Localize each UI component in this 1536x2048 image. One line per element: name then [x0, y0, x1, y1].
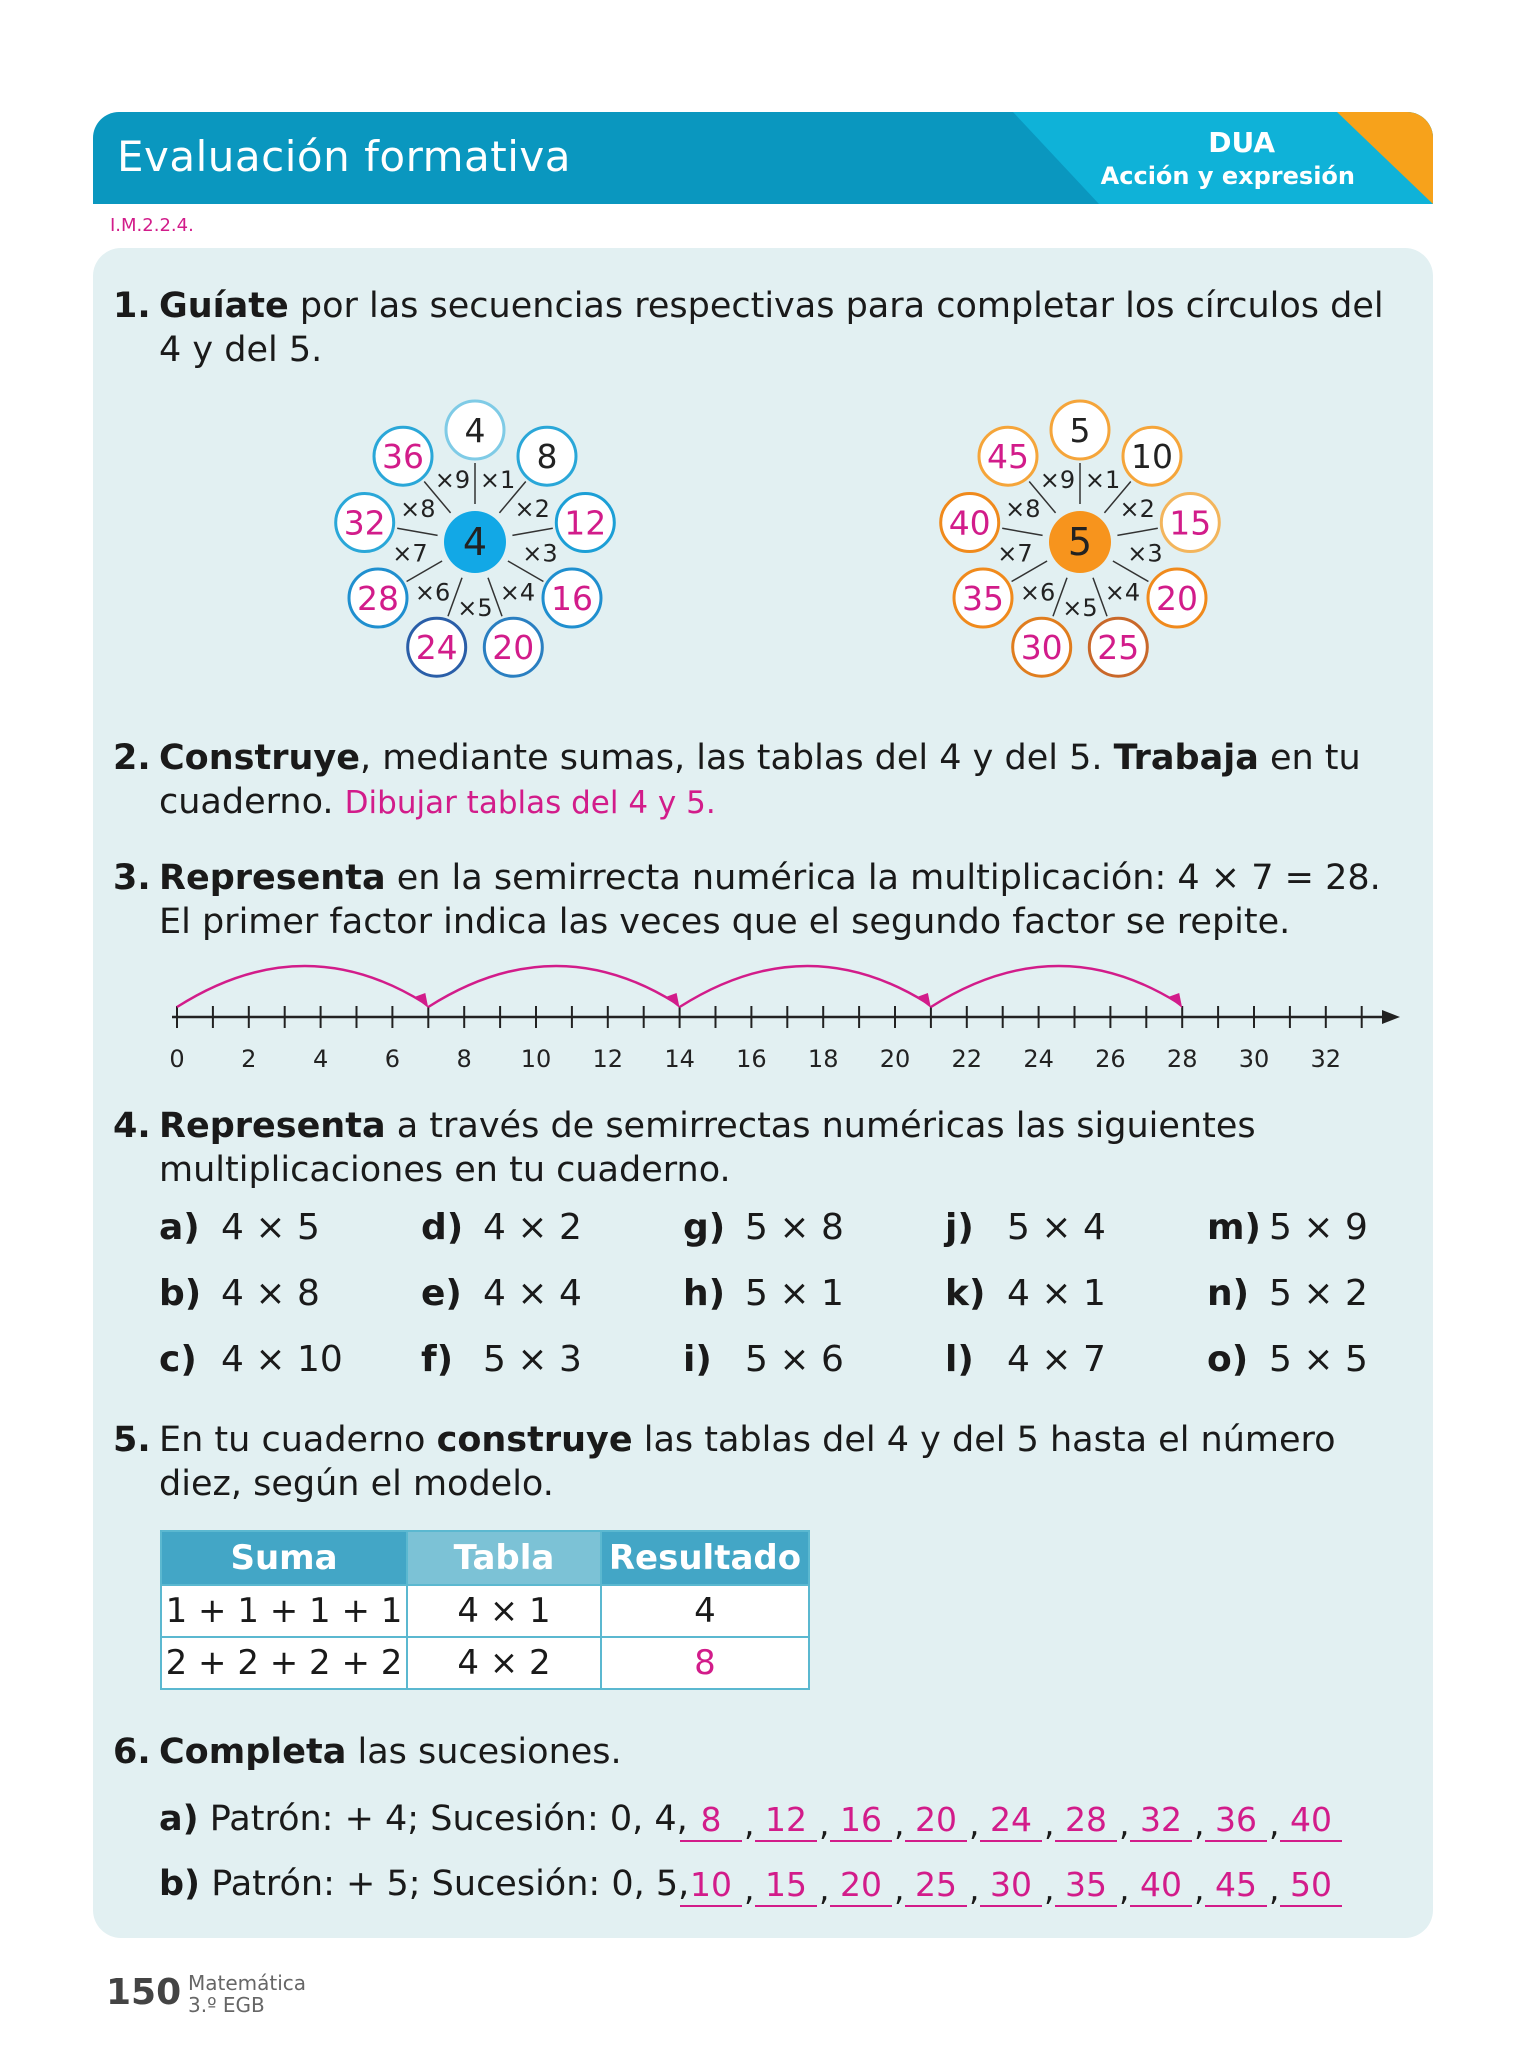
jump-arc [680, 966, 927, 1007]
sequence-comma: , [744, 1804, 755, 1843]
tick-label: 4 [312, 1045, 329, 1073]
flower4-petal-value: 28 [357, 579, 400, 618]
flower5-operator: ×4 [1104, 578, 1141, 607]
flower4-spoke [512, 528, 552, 535]
item-expression: 4 × 8 [221, 1273, 320, 1314]
sequence-comma: , [1269, 1869, 1280, 1908]
table-cell: 1 + 1 + 1 + 1 [161, 1585, 407, 1637]
flower4-operator: ×1 [479, 465, 516, 494]
item-expression: 4 × 4 [483, 1273, 582, 1314]
header-bar [93, 112, 1433, 204]
item-letter: d) [421, 1207, 464, 1248]
sequence-comma: , [1044, 1804, 1055, 1843]
sequence-comma: , [1044, 1869, 1055, 1908]
item-expression: 4 × 10 [221, 1339, 343, 1380]
sequence-comma: , [1194, 1869, 1205, 1908]
table-header-suma: Suma [161, 1531, 407, 1585]
sequence-blank: 36 [1205, 1800, 1267, 1842]
indicator-code: I.M.2.2.4. [110, 215, 194, 236]
q4-number: 4. [113, 1106, 151, 1146]
multiplication-item [945, 1206, 1106, 1250]
flower4-petal-value: 32 [343, 503, 386, 543]
sequence-blank: 10 [680, 1865, 742, 1907]
flower4-petal-value: 8 [536, 437, 558, 477]
multiplication-item [1207, 1272, 1368, 1316]
tick-label: 6 [384, 1045, 401, 1073]
q2-answer: Dibujar tablas del 4 y 5. [344, 785, 716, 821]
sequence-blank: 16 [830, 1800, 892, 1842]
flower5-spoke [1002, 528, 1042, 535]
item-letter: m) [1207, 1207, 1261, 1248]
jump-arrowhead [666, 993, 680, 1008]
table-cell: 2 + 2 + 2 + 2 [161, 1637, 407, 1689]
tick-label: 16 [736, 1045, 767, 1073]
item-expression: 4 × 1 [1007, 1273, 1106, 1314]
item-expression: 4 × 7 [1007, 1339, 1106, 1380]
number-line [150, 950, 1410, 1080]
table-header-resultado: Resultado [601, 1531, 809, 1585]
q2-line1: Construye, mediante sumas, las tablas del 4 y del 5. Trabaja en tu [159, 738, 1361, 778]
sequence-blank: 20 [905, 1800, 967, 1842]
item-expression: 4 × 5 [221, 1207, 320, 1248]
sequence-comma: , [744, 1869, 755, 1908]
jump-arc [931, 966, 1178, 1007]
table-cell-answer: 8 [601, 1637, 809, 1689]
footer-subject: Matemática 3.º EGB [188, 1971, 307, 2017]
sequence-comma: , [969, 1869, 980, 1908]
multiplication-item [421, 1338, 582, 1382]
table-cell: 4 [601, 1585, 809, 1637]
item-letter: i) [683, 1339, 712, 1380]
flower5-petal-value: 25 [1097, 628, 1140, 668]
multiplication-item [683, 1272, 844, 1316]
multiplication-item [945, 1272, 1106, 1316]
q3-line1: Representa en la semirrecta numérica la multiplicación: 4 × 7 = 28. [159, 858, 1381, 898]
tick-label: 12 [592, 1045, 624, 1073]
item-expression: 5 × 6 [745, 1339, 844, 1380]
flower5-petal-value: 20 [1155, 579, 1198, 618]
tick-label: 28 [1166, 1045, 1198, 1073]
item-letter: n) [1207, 1273, 1250, 1314]
q3-line2: El primer factor indica las veces que el segundo factor se repite. [159, 902, 1291, 942]
item-letter: e) [421, 1273, 462, 1314]
flower4-petal-value: 36 [382, 437, 425, 477]
tick-label: 20 [879, 1045, 911, 1073]
sequence-blank: 40 [1130, 1865, 1192, 1907]
q4-line1: Representa a través de semirrectas numéricas las siguientes [159, 1106, 1256, 1146]
table-cell: 4 × 1 [407, 1585, 601, 1637]
sequence-blank: 25 [905, 1865, 967, 1907]
sequence-blank: 35 [1055, 1865, 1117, 1907]
flower4-operator: ×6 [414, 578, 451, 607]
sequence-blank: 32 [1130, 1800, 1192, 1842]
flower5-operator: ×3 [1127, 539, 1163, 568]
tick-label: 26 [1095, 1045, 1126, 1073]
table-row [161, 1637, 809, 1689]
q3-number: 3. [113, 858, 151, 898]
flower5-center-value: 5 [1067, 520, 1093, 564]
item-letter: f) [421, 1339, 454, 1380]
flower5-petal-value: 5 [1069, 411, 1091, 450]
q2-line2: cuaderno. Dibujar tablas del 4 y 5. [159, 782, 716, 822]
q6-number: 6. [113, 1732, 151, 1772]
tick-label: 10 [520, 1045, 552, 1073]
q6-line1: Completa las sucesiones. [159, 1732, 622, 1772]
sequence-blank: 30 [980, 1865, 1042, 1907]
q1-number: 1. [113, 286, 151, 326]
flower5-operator: ×7 [997, 539, 1033, 568]
sequence-blank: 28 [1055, 1800, 1117, 1842]
flower5-operator: ×1 [1084, 465, 1121, 494]
flower4-operator: ×5 [457, 594, 493, 622]
item-letter: j) [945, 1207, 974, 1248]
sequence-blank: 8 [680, 1800, 742, 1842]
item-letter: h) [683, 1273, 726, 1314]
flower5-petal-value: 40 [948, 503, 991, 543]
page-number: 150 [106, 1972, 182, 2013]
item-letter: o) [1207, 1339, 1249, 1380]
item-expression: 5 × 2 [1269, 1273, 1368, 1314]
flower5-petal-value: 15 [1169, 503, 1212, 543]
tick-label: 32 [1310, 1045, 1342, 1073]
item-letter: l) [945, 1339, 974, 1380]
q2-number: 2. [113, 738, 151, 778]
multiplication-item [421, 1272, 582, 1316]
sequence-blank: 24 [980, 1800, 1042, 1842]
flower5-petal-value: 10 [1130, 437, 1173, 477]
multiplication-item [945, 1338, 1106, 1382]
q5-line2: diez, según el modelo. [159, 1464, 554, 1504]
tick-label: 30 [1238, 1045, 1270, 1073]
jump-arrowhead [1168, 993, 1182, 1008]
sequence-comma: , [819, 1804, 830, 1843]
tick-label: 0 [169, 1045, 185, 1073]
multiplication-item [1207, 1338, 1368, 1382]
sequence-b: b) Patrón: + 5; Sucesión: 0, 5, [159, 1864, 690, 1904]
item-expression: 5 × 1 [745, 1273, 844, 1314]
table-row [161, 1585, 809, 1637]
sequence-comma: , [894, 1804, 905, 1843]
sequence-a: a) Patrón: + 4; Sucesión: 0, 4, [159, 1799, 688, 1839]
page-title: Evaluación formativa [117, 132, 571, 181]
item-expression: 5 × 9 [1269, 1207, 1368, 1248]
flower4-petal-value: 20 [492, 628, 535, 668]
flower4-operator: ×9 [434, 465, 471, 494]
flower4-petal-value: 12 [564, 503, 607, 543]
jump-arc [428, 966, 675, 1007]
multiplication-item [683, 1338, 844, 1382]
item-expression: 5 × 4 [1007, 1207, 1106, 1248]
q1-line1: Guíate por las secuencias respectivas para completar los círculos del [159, 286, 1384, 326]
flower5-petal-value: 35 [962, 579, 1005, 618]
sequence-comma: , [894, 1869, 905, 1908]
item-letter: k) [945, 1273, 986, 1314]
multiplication-item [159, 1338, 343, 1382]
flower5-spoke [1117, 528, 1157, 535]
q1-line2: 4 y del 5. [159, 330, 323, 370]
flower4-spoke [397, 528, 437, 535]
sequence-comma: , [1119, 1869, 1130, 1908]
item-letter: g) [683, 1207, 726, 1248]
flower4-operator: ×3 [522, 539, 558, 568]
multiplication-item [421, 1206, 582, 1250]
sequence-blank: 12 [755, 1800, 817, 1842]
tick-label: 22 [951, 1045, 983, 1073]
q4-line2: multiplicaciones en tu cuaderno. [159, 1150, 731, 1190]
item-letter: c) [159, 1339, 197, 1380]
multiplication-item [1207, 1206, 1368, 1250]
flower4-operator: ×8 [400, 495, 436, 523]
flower5-operator: ×5 [1062, 594, 1098, 622]
sequence-blank: 45 [1205, 1865, 1267, 1907]
flower5-operator: ×9 [1039, 465, 1076, 494]
item-expression: 5 × 3 [483, 1339, 582, 1380]
sequence-blank: 50 [1280, 1865, 1342, 1907]
item-letter: a) [159, 1207, 200, 1248]
sequence-blank: 15 [755, 1865, 817, 1907]
item-letter: b) [159, 1273, 202, 1314]
sequence-comma: , [819, 1869, 830, 1908]
q5-number: 5. [113, 1420, 151, 1460]
jump-arrowhead [917, 993, 931, 1008]
flower4-operator: ×7 [392, 539, 428, 568]
flower4-operator: ×2 [514, 495, 550, 523]
flower5-operator: ×6 [1019, 578, 1056, 607]
item-expression: 5 × 8 [745, 1207, 844, 1248]
flower5-petal-value: 45 [987, 437, 1030, 477]
flower5-operator: ×8 [1005, 495, 1041, 523]
tick-label: 24 [1023, 1045, 1054, 1073]
model-table [160, 1530, 810, 1690]
multiplication-item [159, 1206, 320, 1250]
item-expression: 5 × 5 [1269, 1339, 1368, 1380]
table-cell: 4 × 2 [407, 1637, 601, 1689]
multiplication-item [159, 1272, 320, 1316]
flower4-operator: ×4 [499, 578, 536, 607]
dua-label: DUA [1208, 126, 1275, 159]
table-header-tabla: Tabla [407, 1531, 601, 1585]
flower5-petal-value: 30 [1020, 628, 1063, 668]
flower-diagram-4 [300, 385, 660, 705]
tick-label: 18 [807, 1045, 839, 1073]
q5-line1: En tu cuaderno construye las tablas del 4 y del 5 hasta el número [159, 1420, 1336, 1460]
jump-arc [177, 966, 424, 1007]
flower4-center-value: 4 [462, 520, 488, 564]
dua-sublabel: Acción y expresión [1100, 162, 1355, 190]
sequence-blank: 40 [1280, 1800, 1342, 1842]
sequence-comma: , [1119, 1804, 1130, 1843]
jump-arrowhead [414, 993, 428, 1008]
item-expression: 4 × 2 [483, 1207, 582, 1248]
sequence-blank: 20 [830, 1865, 892, 1907]
tick-label: 14 [664, 1045, 695, 1073]
flower4-petal-value: 16 [550, 579, 593, 618]
sequence-comma: , [1194, 1804, 1205, 1843]
sequence-comma: , [1269, 1804, 1280, 1843]
flower4-petal-value: 4 [464, 411, 486, 450]
arrow-icon [1382, 1010, 1400, 1024]
flower4-petal-value: 24 [415, 628, 458, 668]
tick-label: 2 [241, 1045, 257, 1073]
flower5-operator: ×2 [1119, 495, 1155, 523]
sequence-comma: , [969, 1804, 980, 1843]
multiplication-item [683, 1206, 844, 1250]
tick-label: 8 [456, 1045, 472, 1073]
flower-diagram-5 [905, 385, 1265, 705]
